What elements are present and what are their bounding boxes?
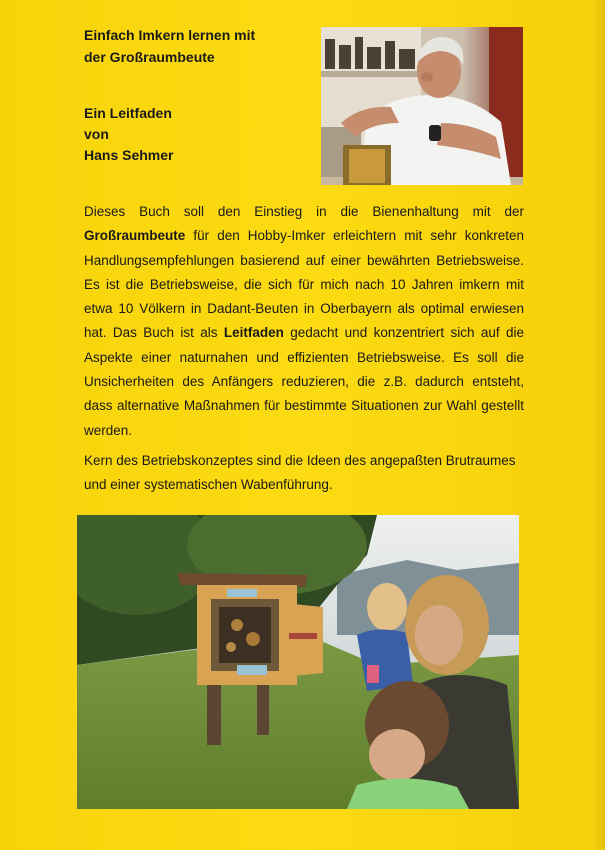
desc-text-2: für den Hobby-Imker erleichtern mit sehr konkreten Handlungsempfehlungen basierend auf einer bewährten Betriebsweise. Es ist die Betriebsweise, die sich für mich nach 10 Jahren imkern mit etwa 10 Völkern in Dadant-Beuten in Oberbayern als optimal erwiesen hat. Das Buch ist als	[84, 228, 524, 341]
beekeeper-photo	[321, 27, 523, 185]
author-name: Hans Sehmer	[84, 147, 174, 163]
description-paragraph-1	[84, 200, 524, 443]
desc-bold-leitfaden: Leitfaden	[223, 325, 284, 341]
beekeeper-photo-image	[321, 27, 523, 185]
subtitle-line-1: Ein Leitfaden	[84, 105, 172, 121]
book-subtitle	[84, 103, 284, 166]
desc-text-1: Dieses Buch soll den Einstieg in die Bienenhaltung mit der	[84, 204, 524, 219]
observation-hive-photo-image	[77, 515, 519, 809]
observation-hive-photo	[77, 515, 519, 809]
desc-bold-grossraumbeute: Großraumbeute	[84, 228, 186, 244]
description-paragraph-2	[84, 449, 524, 497]
book-title	[84, 24, 304, 68]
title-line-1: Einfach Imkern lernen mit	[84, 27, 256, 43]
cover-edge	[595, 0, 605, 850]
title-line-2: der Großraumbeute	[84, 49, 215, 65]
desc-para2-text: Kern des Betriebskonzeptes sind die Ideen des angepaßten Brutraumes und einer systematischen Wabenführung.	[84, 453, 516, 492]
desc-text-3: gedacht und konzentriert sich auf die Aspekte einer naturnahen und effizienten Betriebsweise. Es soll die Unsicherheiten des Anfängers reduzieren, die z.B. dadurch entsteht, dass alternative Maßnahmen für bestimmte Situationen zur Wahl gestellt werden.	[84, 325, 524, 438]
subtitle-line-2: von	[84, 126, 109, 142]
